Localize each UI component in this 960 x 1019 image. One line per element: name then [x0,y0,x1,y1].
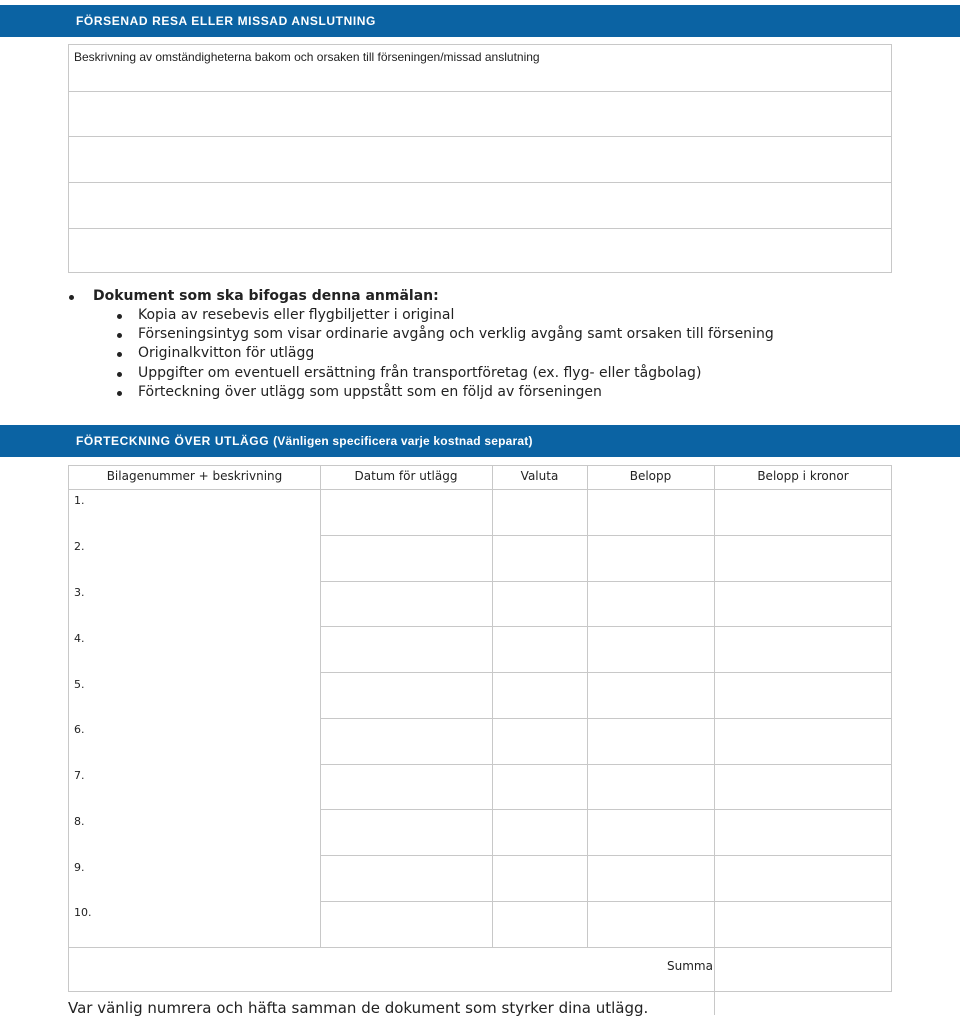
row-number: 9. [74,861,85,874]
date-cell[interactable] [321,490,492,535]
date-cell[interactable] [321,765,492,809]
amount-cell[interactable] [588,765,714,809]
row-number: 1. [74,494,85,507]
date-cell[interactable] [321,810,492,855]
currency-cell[interactable] [493,810,587,855]
amount-sek-cell[interactable] [715,490,891,535]
currency-cell[interactable] [493,902,587,947]
currency-cell[interactable] [493,627,587,672]
amount-sek-cell[interactable] [715,673,891,718]
grid-line [492,466,493,489]
amount-sek-cell[interactable] [715,536,891,581]
amount-sek-cell[interactable] [715,810,891,855]
amount-cell[interactable] [588,810,714,855]
column-header: Datum för utlägg [354,469,458,483]
expense-table [68,465,892,992]
description-cell[interactable] [99,810,320,855]
column-header: Belopp i kronor [757,469,849,483]
amount-sek-cell[interactable] [715,719,891,764]
column-header: Belopp [629,469,672,483]
description-input-area[interactable] [69,67,891,273]
description-cell[interactable] [99,582,320,626]
description-cell[interactable] [99,673,320,718]
amount-sek-cell[interactable] [715,627,891,672]
document-item: Originalkvitton för utlägg [138,345,315,361]
bullet-icon [69,295,74,300]
currency-cell[interactable] [493,536,587,581]
section-header-delayed-travel [0,5,960,37]
date-cell[interactable] [321,856,492,901]
column-header: Bilagenummer + beskrivning [106,469,283,483]
row-number: 8. [74,815,85,828]
row-number: 5. [74,678,85,691]
row-number: 7. [74,769,85,782]
description-cell[interactable] [99,902,320,947]
currency-cell[interactable] [493,765,587,809]
column-header: Valuta [520,469,559,483]
date-cell[interactable] [321,719,492,764]
bullet-icon [117,352,122,357]
section-title: FÖRTECKNING ÖVER UTLÄGG [76,434,270,448]
date-cell[interactable] [321,582,492,626]
amount-cell[interactable] [588,490,714,535]
currency-cell[interactable] [493,490,587,535]
grid-line [587,466,588,489]
description-cell[interactable] [99,765,320,809]
amount-sek-cell[interactable] [715,765,891,809]
date-cell[interactable] [321,673,492,718]
amount-cell[interactable] [588,856,714,901]
grid-line [714,466,715,489]
bullet-icon [117,391,122,396]
document-item: Uppgifter om eventuell ersättning från transportföretag (ex. flyg- eller tågbolag) [138,365,702,381]
currency-cell[interactable] [493,856,587,901]
description-cell[interactable] [99,627,320,672]
section-title: FÖRSENAD RESA ELLER MISSAD ANSLUTNING [76,14,376,28]
writing-line [69,182,891,183]
document-item: Kopia av resebevis eller flygbiljetter i original [138,307,455,323]
row-number: 3. [74,586,85,599]
amount-sek-cell[interactable] [715,582,891,626]
row-number: 2. [74,540,85,553]
amount-cell[interactable] [588,582,714,626]
summa-label: Summa [667,959,713,973]
amount-sek-cell[interactable] [715,902,891,947]
summa-input[interactable] [715,948,891,992]
amount-cell[interactable] [588,627,714,672]
currency-cell[interactable] [493,673,587,718]
section-header-expenses [0,425,960,457]
document-item: Förteckning över utlägg som uppstått som en följd av förseningen [138,384,602,400]
amount-sek-cell[interactable] [715,856,891,901]
description-label: Beskrivning av omständigheterna bakom och orsaken till förseningen/missad anslutning [74,50,540,64]
currency-cell[interactable] [493,582,587,626]
amount-cell[interactable] [588,719,714,764]
footer-note: Var vänlig numrera och häfta samman de dokument som styrker dina utlägg. [68,999,649,1017]
description-cell[interactable] [99,536,320,581]
description-box [68,44,892,273]
date-cell[interactable] [321,627,492,672]
documents-heading: Dokument som ska bifogas denna anmälan: [93,288,439,304]
row-number: 4. [74,632,85,645]
bullet-icon [117,372,122,377]
currency-cell[interactable] [493,719,587,764]
date-cell[interactable] [321,536,492,581]
writing-line [69,228,891,229]
description-cell[interactable] [99,719,320,764]
description-cell[interactable] [99,490,320,535]
bullet-icon [117,333,122,338]
amount-cell[interactable] [588,902,714,947]
grid-line [320,466,321,489]
section-subtitle: (Vänligen specificera varje kostnad separat) [273,434,533,448]
amount-cell[interactable] [588,536,714,581]
writing-line [69,136,891,137]
document-item: Förseningsintyg som visar ordinarie avgång och verklig avgång samt orsaken till försening [138,326,774,342]
row-number: 10. [74,906,92,919]
writing-line [69,91,891,92]
date-cell[interactable] [321,902,492,947]
row-number: 6. [74,723,85,736]
bullet-icon [117,314,122,319]
amount-cell[interactable] [588,673,714,718]
description-cell[interactable] [99,856,320,901]
